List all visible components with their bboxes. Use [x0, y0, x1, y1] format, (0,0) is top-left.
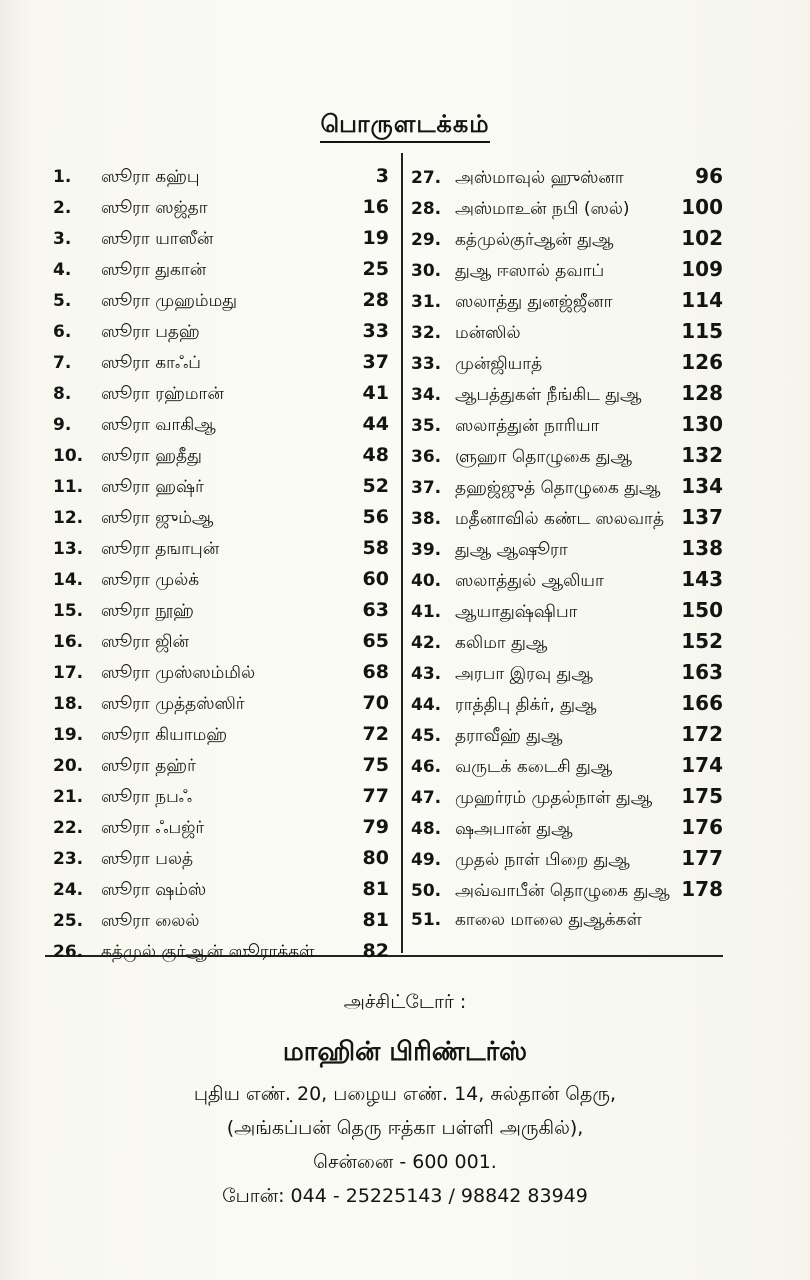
toc-entry [53, 874, 389, 905]
toc-entry-title: கத்முல் குர்ஆன் ஸூராக்கள் [101, 942, 315, 962]
toc-entry-title: ஸூரா யாஸீன் [101, 229, 214, 249]
column-divider [401, 153, 403, 953]
toc-entry-number: 25. [53, 911, 84, 931]
toc-entry-number: 44. [411, 695, 442, 715]
toc-entry-page: 137 [681, 505, 723, 529]
toc-entry-number: 33. [411, 354, 442, 374]
toc-entry-title: ஸலாத்துல் ஆலியா [455, 571, 604, 591]
toc-entry-title: கலிமா துஆ [455, 633, 548, 653]
toc-entry-page: 82 [362, 940, 389, 962]
toc-entry [411, 254, 723, 285]
toc-entry-page: 174 [681, 753, 723, 777]
toc-entry-title: ஷஅபான் துஆ [455, 819, 573, 839]
toc-entry [411, 378, 723, 409]
printer-info [0, 985, 810, 1213]
toc-entry-title: ஸூரா ஷம்ஸ் [101, 880, 207, 900]
toc-entry-page: 25 [362, 258, 389, 280]
toc-entry-title: தஹஜ்ஜுத் தொழுகை துஆ [455, 478, 661, 498]
table-of-contents [45, 153, 723, 962]
toc-entry [411, 874, 723, 905]
toc-entry [411, 843, 723, 874]
toc-entry [411, 471, 723, 502]
toc-entry-title: ஸூரா கியாமஹ் [101, 725, 228, 745]
toc-entry [411, 688, 723, 719]
toc-entry-title: மன்ஸில் [455, 323, 521, 343]
toc-entry-page: 130 [681, 412, 723, 436]
toc-entry-number: 29. [411, 230, 442, 250]
toc-entry-title: அரபா இரவு துஆ [455, 664, 593, 684]
toc-entry-number: 10. [53, 446, 84, 466]
toc-entry [411, 502, 723, 533]
toc-right-column [411, 161, 723, 936]
toc-entry [53, 936, 389, 967]
toc-entry-number: 35. [411, 416, 442, 436]
toc-entry-number: 31. [411, 292, 442, 312]
toc-entry-title: ஸூரா ஸஜ்தா [101, 198, 208, 218]
toc-entry-page: 175 [681, 784, 723, 808]
toc-entry-page: 166 [681, 691, 723, 715]
toc-entry-number: 1. [53, 167, 72, 187]
toc-entry-page: 70 [362, 692, 389, 714]
toc-entry-number: 16. [53, 632, 84, 652]
toc-entry [53, 378, 389, 409]
printer-phone: போன்: 044 - 25225143 / 98842 83949 [222, 1185, 588, 1207]
toc-entry [53, 657, 389, 688]
toc-entry-number: 47. [411, 788, 442, 808]
toc-entry-page: 3 [375, 165, 389, 187]
toc-entry-page: 52 [362, 475, 389, 497]
toc-entry [53, 595, 389, 626]
toc-entry-number: 22. [53, 818, 84, 838]
toc-entry-page: 79 [362, 816, 389, 838]
toc-entry-number: 34. [411, 385, 442, 405]
toc-entry-page: 44 [362, 413, 389, 435]
toc-entry-number: 6. [53, 322, 72, 342]
toc-entry [411, 595, 723, 626]
toc-entry-number: 40. [411, 571, 442, 591]
toc-entry-title: ஸூரா காஃப் [101, 353, 201, 373]
toc-entry-number: 24. [53, 880, 84, 900]
toc-entry-title: ஸூரா தஙாபுன் [101, 539, 220, 559]
toc-entry [53, 843, 389, 874]
toc-entry [411, 905, 723, 936]
toc-entry-page: 41 [362, 382, 389, 404]
toc-entry-number: 28. [411, 199, 442, 219]
toc-entry-number: 39. [411, 540, 442, 560]
toc-entry-title: தராவீஹ் துஆ [455, 726, 563, 746]
page-title: பொருளடக்கம் [320, 110, 489, 143]
toc-entry [53, 719, 389, 750]
toc-entry [53, 502, 389, 533]
toc-entry-number: 15. [53, 601, 84, 621]
toc-entry-number: 5. [53, 291, 72, 311]
toc-entry-page: 114 [681, 288, 723, 312]
toc-entry-title: ஸூரா முல்க் [101, 570, 200, 590]
printer-address-line2: (அங்கப்பன் தெரு ஈத்கா பள்ளி அருகில்), [226, 1117, 584, 1139]
toc-entry-title: ஸூரா நூஹ் [101, 601, 194, 621]
toc-entry-number: 37. [411, 478, 442, 498]
toc-entry-page: 81 [362, 878, 389, 900]
toc-entry-number: 45. [411, 726, 442, 746]
toc-entry [53, 254, 389, 285]
toc-entry-number: 50. [411, 881, 442, 901]
toc-entry-title: முதல் நாள் பிறை துஆ [455, 850, 630, 870]
toc-entry-page: 65 [362, 630, 389, 652]
toc-entry-number: 9. [53, 415, 72, 435]
toc-entry-page: 56 [362, 506, 389, 528]
toc-entry-title: ஸூரா வாகிஆ [101, 415, 216, 435]
toc-entry-title: ஆபத்துகள் நீங்கிட துஆ [455, 385, 642, 405]
toc-entry [53, 192, 389, 223]
toc-entry-page: 63 [362, 599, 389, 621]
toc-entry-title: அஸ்மாவுல் ஹுஸ்னா [455, 168, 624, 188]
toc-entry-page: 143 [681, 567, 723, 591]
toc-entry-title: ஸூரா ஹதீது [101, 446, 202, 466]
toc-entry [411, 161, 723, 192]
toc-entry-page: 102 [681, 226, 723, 250]
toc-entry-page: 163 [681, 660, 723, 684]
toc-entry [53, 471, 389, 502]
toc-entry-number: 36. [411, 447, 442, 467]
toc-entry [411, 626, 723, 657]
toc-entry-title: ஸூரா முஹம்மது [101, 291, 238, 311]
toc-entry-title: ஆயாதுஷ்ஷிபா [455, 602, 578, 622]
toc-entry-page: 152 [681, 629, 723, 653]
toc-entry-number: 18. [53, 694, 84, 714]
toc-entry [53, 161, 389, 192]
toc-entry-page: 48 [362, 444, 389, 466]
toc-entry [411, 409, 723, 440]
toc-entry [411, 812, 723, 843]
toc-entry-page: 178 [681, 877, 723, 901]
printer-city: சென்னை - 600 001. [313, 1151, 497, 1173]
toc-entry-title: ஸூரா துகான் [101, 260, 207, 280]
toc-entry-page: 138 [681, 536, 723, 560]
toc-entry-title: துஆ ஈஸால் தவாப் [455, 261, 605, 281]
toc-entry-title: கத்முல்குர்ஆன் துஆ [455, 230, 614, 250]
toc-entry-number: 19. [53, 725, 84, 745]
toc-entry-title: ஸூரா ஜும்ஆ [101, 508, 214, 528]
toc-entry-title: ஸூரா லைல் [101, 911, 200, 931]
toc-entry [411, 192, 723, 223]
toc-entry-number: 3. [53, 229, 72, 249]
printer-name: மாஹின் பிரிண்டர்ஸ் [282, 1037, 528, 1067]
toc-entry-number: 4. [53, 260, 72, 280]
toc-entry-title: ஸலாத்து துனஜ்ஜீனா [455, 292, 613, 312]
toc-entry-number: 7. [53, 353, 72, 373]
toc-entry-number: 2. [53, 198, 72, 218]
toc-entry-title: அவ்வாபீன் தொழுகை துஆ [455, 881, 670, 901]
toc-entry [411, 719, 723, 750]
toc-entry-title: ஸலாத்துன் நாரியா [455, 416, 600, 436]
toc-entry-page: 134 [681, 474, 723, 498]
toc-entry [411, 440, 723, 471]
toc-entry-page: 115 [681, 319, 723, 343]
toc-entry [53, 626, 389, 657]
toc-entry [411, 223, 723, 254]
toc-entry-page: 128 [681, 381, 723, 405]
toc-entry [53, 812, 389, 843]
toc-entry [53, 750, 389, 781]
toc-entry-title: ஸூரா முத்தஸ்ஸிர் [101, 694, 245, 714]
toc-entry [53, 409, 389, 440]
toc-entry [53, 905, 389, 936]
toc-entry-page: 72 [362, 723, 389, 745]
toc-entry-number: 11. [53, 477, 84, 497]
toc-entry-number: 30. [411, 261, 442, 281]
toc-entry-number: 13. [53, 539, 84, 559]
toc-entry-page: 132 [681, 443, 723, 467]
toc-entry [411, 533, 723, 564]
toc-entry-number: 48. [411, 819, 442, 839]
toc-entry-number: 21. [53, 787, 84, 807]
toc-entry-page: 176 [681, 815, 723, 839]
toc-entry [411, 657, 723, 688]
toc-entry-page: 33 [362, 320, 389, 342]
toc-entry-page: 172 [681, 722, 723, 746]
toc-entry-title: ஸூரா நபஃ [101, 787, 193, 807]
toc-entry-title: ஸூரா ரஹ்மான் [101, 384, 224, 404]
toc-entry [411, 347, 723, 378]
toc-entry-page: 75 [362, 754, 389, 776]
toc-entry-title: முஹர்ரம் முதல்நாள் துஆ [455, 788, 653, 808]
toc-entry-page: 100 [681, 195, 723, 219]
toc-entry-number: 14. [53, 570, 84, 590]
toc-entry [411, 564, 723, 595]
toc-entry-title: ளுஹா தொழுகை துஆ [455, 447, 633, 467]
toc-entry-page: 60 [362, 568, 389, 590]
toc-entry-page: 28 [362, 289, 389, 311]
toc-entry-number: 38. [411, 509, 442, 529]
toc-entry-page: 80 [362, 847, 389, 869]
toc-entry-number: 8. [53, 384, 72, 404]
toc-entry [53, 223, 389, 254]
toc-entry-title: அஸ்மாஉன் நபி (ஸல்) [455, 199, 630, 219]
toc-entry [53, 316, 389, 347]
toc-entry-number: 51. [411, 910, 442, 930]
toc-entry-title: முன்ஜியாத் [455, 354, 543, 374]
toc-entry-page: 109 [681, 257, 723, 281]
toc-entry [411, 316, 723, 347]
toc-entry [53, 564, 389, 595]
toc-left-column [53, 161, 389, 967]
page-title-wrap [0, 110, 810, 141]
toc-entry [411, 781, 723, 812]
toc-entry-title: காலை மாலை துஆக்கள் [455, 910, 642, 930]
toc-entry [53, 688, 389, 719]
toc-entry-page: 81 [362, 909, 389, 931]
toc-entry-page: 126 [681, 350, 723, 374]
toc-entry-number: 49. [411, 850, 442, 870]
toc-entry [411, 750, 723, 781]
printer-label: அச்சிட்டோர் : [343, 991, 467, 1013]
toc-entry-title: ஸூரா கஹ்பு [101, 167, 200, 187]
toc-entry-title: ஸூரா ஃபஜ்ர் [101, 818, 205, 838]
toc-entry-number: 26. [53, 942, 84, 962]
toc-entry-title: மதீனாவில் கண்ட ஸலவாத் [455, 509, 665, 529]
toc-entry-number: 17. [53, 663, 84, 683]
toc-entry [53, 533, 389, 564]
toc-entry-number: 43. [411, 664, 442, 684]
toc-entry-title: ஸூரா பதஹ் [101, 322, 200, 342]
toc-entry-title: வருடக் கடைசி துஆ [455, 757, 613, 777]
toc-entry-number: 42. [411, 633, 442, 653]
toc-entry-number: 46. [411, 757, 442, 777]
toc-entry-page: 177 [681, 846, 723, 870]
toc-entry-page: 77 [362, 785, 389, 807]
toc-entry-title: ஸூரா ஹஷ்ர் [101, 477, 204, 497]
toc-entry-title: துஆ ஆஷூரா [455, 540, 568, 560]
toc-entry-number: 23. [53, 849, 84, 869]
toc-entry-title: ராத்திபு திக்ர், துஆ [455, 695, 597, 715]
toc-entry-number: 27. [411, 168, 442, 188]
toc-entry-title: ஸூரா பலத் [101, 849, 194, 869]
toc-entry-page: 68 [362, 661, 389, 683]
toc-entry [411, 285, 723, 316]
printer-address-line1: புதிய எண். 20, பழைய எண். 14, சுல்தான் தெரு, [193, 1083, 617, 1105]
toc-entry-number: 41. [411, 602, 442, 622]
toc-entry [53, 440, 389, 471]
toc-entry-page: 58 [362, 537, 389, 559]
toc-entry-page: 19 [362, 227, 389, 249]
toc-entry-page: 150 [681, 598, 723, 622]
toc-entry [53, 347, 389, 378]
toc-entry-title: ஸூரா தஹ்ர் [101, 756, 197, 776]
toc-entry-page: 37 [362, 351, 389, 373]
toc-entry-number: 20. [53, 756, 84, 776]
toc-entry [53, 285, 389, 316]
toc-entry-title: ஸூரா ஜின் [101, 632, 189, 652]
toc-entry-page: 16 [362, 196, 389, 218]
toc-entry-number: 12. [53, 508, 84, 528]
toc-entry-page: 96 [695, 164, 723, 188]
toc-entry [53, 781, 389, 812]
toc-entry-title: ஸூரா முஸ்ஸம்மில் [101, 663, 256, 683]
toc-entry-number: 32. [411, 323, 442, 343]
